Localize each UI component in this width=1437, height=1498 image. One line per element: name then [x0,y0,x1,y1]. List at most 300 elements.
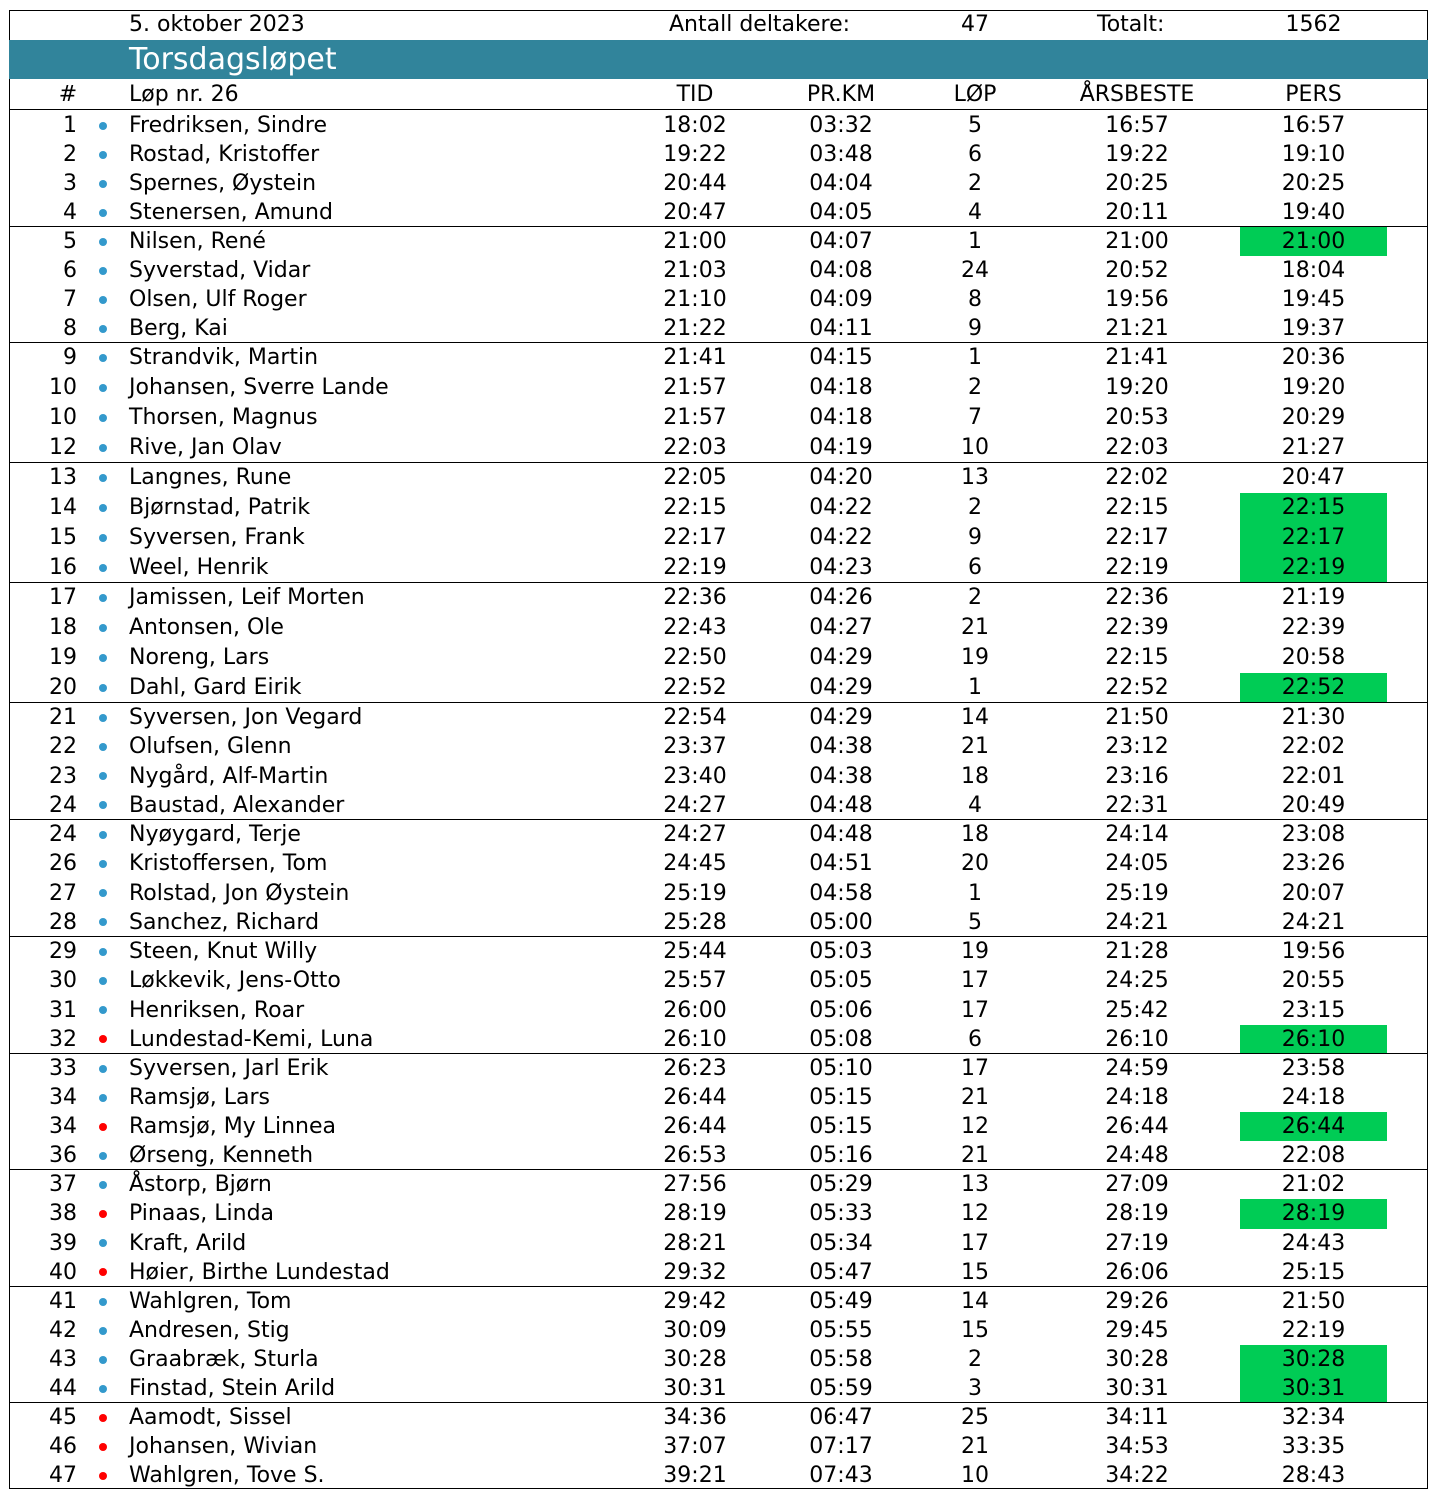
personal-best-cell: 20:58 [1281,645,1346,670]
runner-name: Fredriksen, Sindre [129,113,328,138]
personal-best-highlight: 22:15 [1240,493,1387,523]
season-best-cell: 24:59 [1105,1056,1169,1081]
time-cell: 30:09 [663,1318,727,1343]
male-dot-icon [99,1287,109,1316]
male-dot-icon [99,111,109,140]
rank-cell: 4 [63,200,77,225]
rank-cell: 40 [49,1259,77,1285]
personal-best-highlight: 22:19 [1240,553,1387,583]
races-cell: 21 [961,1434,989,1459]
pace-cell: 05:47 [809,1259,873,1285]
season-best-cell: 22:03 [1105,435,1169,460]
season-best-cell: 26:06 [1105,1259,1169,1285]
rank-cell: 39 [49,1230,77,1256]
races-cell: 21 [961,734,989,760]
personal-best-cell: 23:58 [1281,1056,1346,1081]
time-cell: 23:37 [663,734,727,760]
season-best-cell: 24:48 [1105,1143,1169,1168]
rank-cell: 29 [49,939,77,964]
pace-cell: 04:29 [809,645,873,670]
table-row [9,343,1428,373]
season-best-cell: 25:42 [1105,997,1169,1023]
personal-best-highlight: 26:10 [1240,1025,1387,1054]
time-cell: 21:57 [663,375,727,400]
personal-best-cell: 22:39 [1281,615,1346,640]
races-cell: 18 [961,822,989,847]
runner-name: Baustad, Alexander [129,792,345,818]
pace-cell: 05:10 [809,1056,873,1081]
season-best-cell: 22:31 [1105,792,1169,818]
personal-best-cell: 23:08 [1281,822,1346,847]
personal-best-cell: 19:56 [1281,939,1346,964]
races-cell: 12 [961,1114,989,1139]
runner-name: Syversen, Frank [129,525,305,550]
races-cell: 17 [961,1056,989,1081]
season-best-cell: 24:14 [1105,822,1169,847]
runner-name: Rolstad, Jon Øystein [129,880,350,906]
time-cell: 26:44 [663,1085,727,1110]
runner-name: Kraft, Arild [129,1230,247,1256]
time-cell: 30:28 [663,1347,727,1372]
personal-best-highlight: 22:52 [1240,673,1387,703]
time-cell: 22:54 [663,705,727,730]
season-best-cell: 28:19 [1105,1201,1169,1227]
male-dot-icon [99,849,109,878]
personal-best-highlight: 22:17 [1240,523,1387,553]
pace-cell: 05:49 [809,1289,873,1314]
pace-cell: 04:22 [809,495,873,520]
pace-cell: 05:05 [809,968,873,994]
group-divider [9,1286,1428,1287]
table-row [9,314,1428,343]
races-cell: 15 [961,1259,989,1285]
male-dot-icon [99,1141,109,1170]
runner-name: Noreng, Lars [129,645,270,670]
rank-cell: 36 [49,1143,77,1168]
group-divider [9,342,1428,343]
table-row [9,373,1428,403]
runner-name: Nyøygard, Terje [129,822,301,847]
col-race-header: Løp nr. 26 [129,82,239,107]
season-best-cell: 20:53 [1105,405,1169,430]
time-cell: 21:03 [663,258,727,283]
male-dot-icon [99,169,109,198]
rank-cell: 42 [49,1318,77,1343]
pace-cell: 04:07 [809,229,873,254]
races-cell: 14 [961,1289,989,1314]
male-dot-icon [99,762,109,791]
runner-name: Pinaas, Linda [129,1201,275,1227]
races-cell: 18 [961,763,989,789]
personal-best-cell: 18:04 [1281,258,1346,283]
runner-name: Spernes, Øystein [129,171,317,196]
table-row [9,732,1428,761]
runner-name: Sanchez, Richard [129,909,320,935]
races-cell: 7 [968,405,982,430]
runner-name: Rive, Jan Olav [129,435,282,460]
table-row [9,703,1428,732]
table-row [9,1403,1428,1432]
male-dot-icon [99,463,109,493]
pace-cell: 05:34 [809,1230,873,1256]
pace-cell: 05:59 [809,1376,873,1401]
male-dot-icon [99,879,109,908]
rank-cell: 15 [49,525,77,550]
table-row [9,227,1428,256]
time-cell: 26:10 [663,1026,727,1052]
personal-best-cell: 20:07 [1281,880,1346,906]
pace-cell: 04:48 [809,792,873,818]
runner-name: Dahl, Gard Eirik [129,675,302,700]
season-best-cell: 22:02 [1105,465,1169,490]
male-dot-icon [99,908,109,937]
male-dot-icon [99,285,109,314]
runner-name: Andresen, Stig [129,1318,290,1343]
race-date: 5. oktober 2023 [129,12,305,37]
male-dot-icon [99,314,109,343]
col-prkm-header: PR.KM [806,82,876,107]
male-dot-icon [99,1316,109,1345]
male-dot-icon [99,643,109,673]
rank-cell: 31 [49,997,77,1023]
personal-best-cell: 19:40 [1281,200,1346,225]
runner-name: Langnes, Rune [129,465,292,490]
races-cell: 12 [961,1201,989,1227]
female-dot-icon [99,1461,109,1490]
rank-cell: 37 [49,1172,77,1197]
pace-cell: 05:55 [809,1318,873,1343]
runner-name: Høier, Birthe Lundestad [129,1259,390,1285]
rank-cell: 5 [63,229,77,254]
participants-label: Antall deltakere: [669,12,851,37]
runner-name: Johansen, Wivian [129,1434,318,1459]
races-cell: 1 [968,229,982,254]
personal-best-cell: 23:15 [1281,997,1346,1023]
races-cell: 17 [961,997,989,1023]
personal-best-cell: 22:02 [1281,734,1346,760]
rank-cell: 47 [49,1463,77,1488]
table-row [9,1258,1428,1287]
female-dot-icon [99,1403,109,1432]
personal-best-cell: 20:55 [1281,968,1346,994]
time-cell: 26:23 [663,1056,727,1081]
table-row [9,996,1428,1025]
runner-name: Nilsen, René [129,229,266,254]
table-row [9,613,1428,643]
pace-cell: 05:16 [809,1143,873,1168]
time-cell: 34:36 [663,1405,727,1430]
rank-cell: 8 [63,316,77,341]
runner-name: Antonsen, Ole [129,615,284,640]
time-cell: 21:57 [663,405,727,430]
time-cell: 24:27 [663,792,727,818]
time-cell: 24:45 [663,851,727,877]
pace-cell: 04:51 [809,851,873,877]
time-cell: 27:56 [663,1172,727,1197]
runner-name: Ramsjø, Lars [129,1085,270,1110]
pace-cell: 04:20 [809,465,873,490]
runner-name: Syverstad, Vidar [129,258,311,283]
season-best-cell: 21:50 [1105,705,1169,730]
female-dot-icon [99,1112,109,1141]
runner-name: Finstad, Stein Arild [129,1376,336,1401]
personal-best-cell: 20:29 [1281,405,1346,430]
runner-name: Kristoffersen, Tom [129,851,328,877]
pace-cell: 05:08 [809,1026,873,1052]
time-cell: 22:17 [663,525,727,550]
time-cell: 22:15 [663,495,727,520]
group-divider [9,1169,1428,1170]
runner-name: Thorsen, Magnus [129,405,318,430]
group-divider [9,819,1428,820]
races-cell: 24 [961,258,989,283]
rank-cell: 16 [49,555,77,580]
participants-count: 47 [961,12,989,37]
runner-name: Johansen, Sverre Lande [129,375,389,400]
table-row [9,908,1428,937]
column-header-row [9,80,1428,110]
male-dot-icon [99,553,109,583]
table-row [9,553,1428,583]
races-cell: 6 [968,1026,982,1052]
table-row [9,198,1428,227]
personal-best-cell: 19:10 [1281,142,1346,167]
personal-best-cell: 21:27 [1281,435,1346,460]
male-dot-icon [99,433,109,463]
table-row [9,111,1428,140]
rank-cell: 20 [49,675,77,700]
info-row [9,10,1428,40]
runner-name: Olufsen, Glenn [129,734,292,760]
time-cell: 20:44 [663,171,727,196]
rank-cell: 10 [49,375,77,400]
table-row [9,403,1428,433]
runner-name: Strandvik, Martin [129,345,319,370]
total-label: Totalt: [1097,12,1165,37]
time-cell: 22:36 [663,585,727,610]
table-row [9,1229,1428,1258]
male-dot-icon [99,373,109,403]
rank-cell: 32 [49,1026,77,1052]
male-dot-icon [99,1170,109,1199]
time-cell: 25:44 [663,939,727,964]
table-row [9,463,1428,493]
races-cell: 10 [961,435,989,460]
races-cell: 20 [961,851,989,877]
pace-cell: 07:17 [809,1434,873,1459]
col-aarsbeste-header: ÅRSBESTE [1079,82,1195,107]
races-cell: 2 [968,495,982,520]
rank-cell: 22 [49,734,77,760]
rank-cell: 19 [49,645,77,670]
personal-best-cell: 21:02 [1281,1172,1346,1197]
rank-cell: 3 [63,171,77,196]
time-cell: 26:44 [663,1114,727,1139]
races-cell: 13 [961,465,989,490]
table-row [9,1287,1428,1316]
pace-cell: 05:03 [809,939,873,964]
time-cell: 20:47 [663,200,727,225]
rank-cell: 43 [49,1347,77,1372]
col-lop-header: LØP [953,82,997,107]
group-divider [9,1402,1428,1403]
runner-name: Lundestad-Kemi, Luna [129,1026,374,1052]
runner-name: Henriksen, Roar [129,997,305,1023]
season-best-cell: 20:25 [1105,171,1169,196]
pace-cell: 06:47 [809,1405,873,1430]
rank-cell: 12 [49,435,77,460]
rank-cell: 21 [49,705,77,730]
male-dot-icon [99,966,109,995]
runner-name: Stenersen, Amund [129,200,333,225]
group-divider [9,582,1428,583]
time-cell: 25:57 [663,968,727,994]
table-row [9,1374,1428,1403]
personal-best-cell: 20:47 [1281,465,1346,490]
races-cell: 13 [961,1172,989,1197]
male-dot-icon [99,1083,109,1112]
time-cell: 22:03 [663,435,727,460]
col-pers-header: PERS [1285,82,1342,107]
pace-cell: 04:11 [809,316,873,341]
rank-cell: 46 [49,1434,77,1459]
male-dot-icon [99,673,109,703]
pace-cell: 04:23 [809,555,873,580]
personal-best-cell: 19:37 [1281,316,1346,341]
season-best-cell: 30:31 [1105,1376,1169,1401]
pace-cell: 04:15 [809,345,873,370]
time-cell: 22:52 [663,675,727,700]
pace-cell: 04:26 [809,585,873,610]
races-cell: 21 [961,615,989,640]
personal-best-cell: 21:50 [1281,1289,1346,1314]
season-best-cell: 21:00 [1105,229,1169,254]
season-best-cell: 22:19 [1105,555,1169,580]
races-cell: 21 [961,1143,989,1168]
season-best-cell: 24:18 [1105,1085,1169,1110]
time-cell: 25:28 [663,909,727,935]
season-best-cell: 34:22 [1105,1463,1169,1488]
male-dot-icon [99,140,109,169]
personal-best-cell: 22:08 [1281,1143,1346,1168]
races-cell: 17 [961,968,989,994]
table-row [9,849,1428,878]
runner-name: Aamodt, Sissel [129,1405,292,1430]
personal-best-cell: 19:45 [1281,287,1346,312]
male-dot-icon [99,1345,109,1374]
pace-cell: 04:18 [809,405,873,430]
table-row [9,1461,1428,1490]
runner-name: Syversen, Jon Vegard [129,705,363,730]
male-dot-icon [99,493,109,523]
races-cell: 1 [968,345,982,370]
pace-cell: 04:09 [809,287,873,312]
races-cell: 2 [968,171,982,196]
table-row [9,643,1428,673]
time-cell: 19:22 [663,142,727,167]
personal-best-cell: 24:43 [1281,1230,1346,1256]
time-cell: 28:21 [663,1230,727,1256]
rank-cell: 18 [49,615,77,640]
pace-cell: 05:00 [809,909,873,935]
runner-name: Syversen, Jarl Erik [129,1056,329,1081]
races-cell: 21 [961,1085,989,1110]
season-best-cell: 24:25 [1105,968,1169,994]
races-cell: 10 [961,1463,989,1488]
season-best-cell: 20:52 [1105,258,1169,283]
table-row [9,1083,1428,1112]
season-best-cell: 34:53 [1105,1434,1169,1459]
races-cell: 4 [968,200,982,225]
pace-cell: 04:58 [809,880,873,906]
table-row [9,1141,1428,1170]
runner-name: Ørseng, Kenneth [129,1143,314,1168]
personal-best-cell: 23:26 [1281,851,1346,877]
page-title: Torsdagsløpet [129,42,337,77]
season-best-cell: 23:12 [1105,734,1169,760]
season-best-cell: 22:17 [1105,525,1169,550]
rank-cell: 30 [49,968,77,994]
season-best-cell: 29:45 [1105,1318,1169,1343]
pace-cell: 04:27 [809,615,873,640]
personal-best-cell: 24:18 [1281,1085,1346,1110]
season-best-cell: 25:19 [1105,880,1169,906]
rank-cell: 1 [63,113,77,138]
runner-name: Olsen, Ulf Roger [129,287,307,312]
pace-cell: 04:05 [809,200,873,225]
table-row [9,673,1428,703]
table-row [9,493,1428,523]
pace-cell: 05:06 [809,997,873,1023]
table-row [9,1112,1428,1141]
col-tid-header: TID [676,82,714,107]
personal-best-cell: 20:25 [1281,171,1346,196]
pace-cell: 04:19 [809,435,873,460]
races-cell: 4 [968,792,982,818]
personal-best-cell: 16:57 [1281,113,1346,138]
male-dot-icon [99,583,109,613]
time-cell: 21:22 [663,316,727,341]
time-cell: 29:42 [663,1289,727,1314]
season-best-cell: 21:21 [1105,316,1169,341]
races-cell: 9 [968,316,982,341]
time-cell: 30:31 [663,1376,727,1401]
races-cell: 5 [968,909,982,935]
races-cell: 6 [968,142,982,167]
personal-best-cell: 32:34 [1281,1405,1346,1430]
season-best-cell: 26:44 [1105,1114,1169,1139]
season-best-cell: 22:15 [1105,495,1169,520]
table-row [9,433,1428,463]
runner-name: Rostad, Kristoffer [129,142,320,167]
male-dot-icon [99,1229,109,1258]
rank-cell: 34 [49,1085,77,1110]
season-best-cell: 20:11 [1105,200,1169,225]
races-cell: 3 [968,1376,982,1401]
time-cell: 21:00 [663,229,727,254]
pace-cell: 04:38 [809,763,873,789]
male-dot-icon [99,227,109,256]
rank-cell: 41 [49,1289,77,1314]
races-cell: 2 [968,1347,982,1372]
pace-cell: 05:15 [809,1114,873,1139]
table-row [9,762,1428,791]
races-cell: 25 [961,1405,989,1430]
pace-cell: 05:15 [809,1085,873,1110]
rank-cell: 9 [63,345,77,370]
rank-cell: 24 [49,792,77,818]
time-cell: 25:19 [663,880,727,906]
